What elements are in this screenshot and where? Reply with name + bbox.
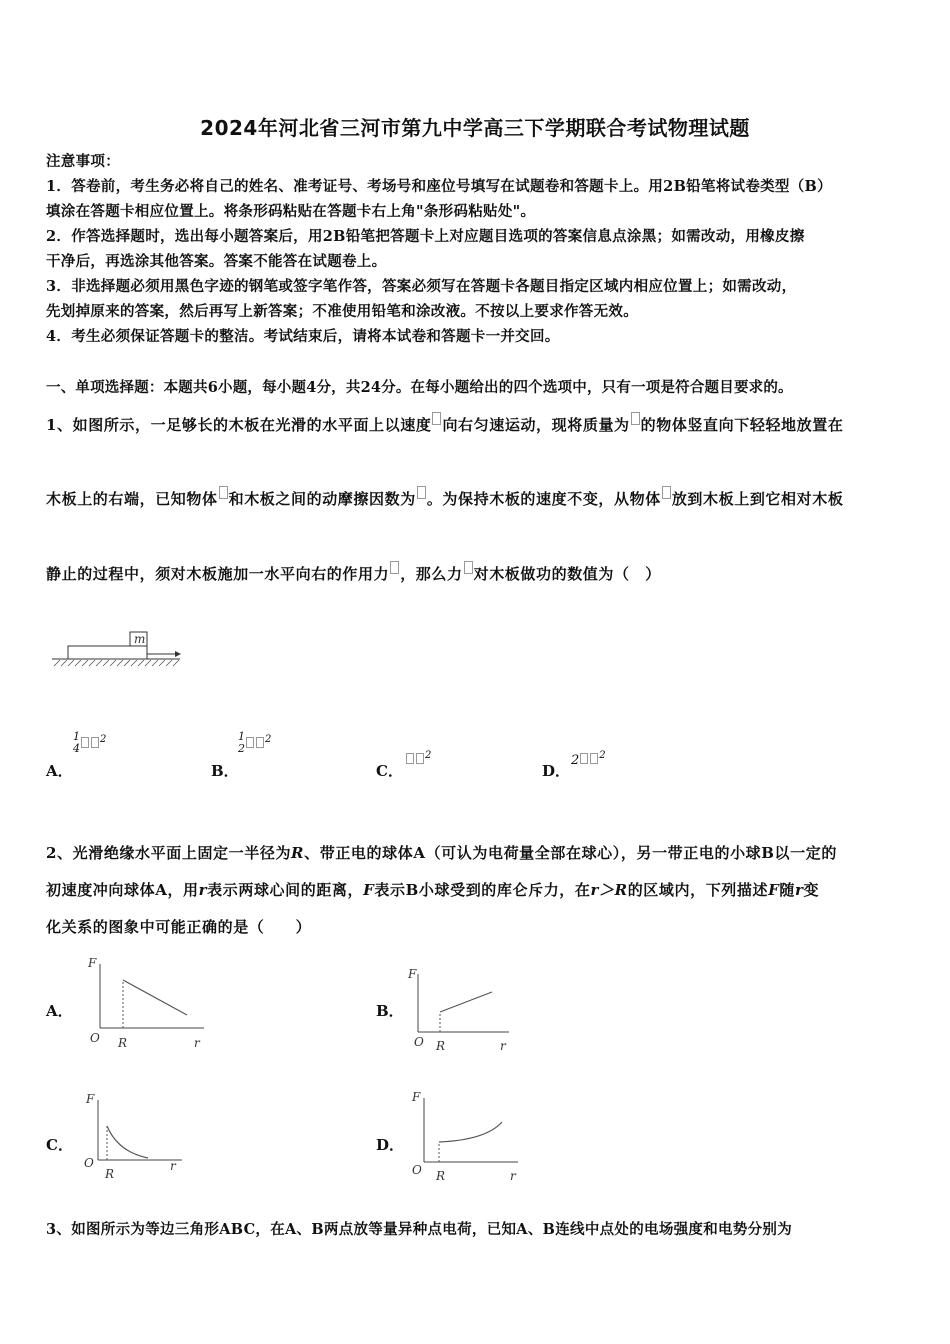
q2-graph-b bbox=[404, 962, 514, 1054]
q2-option-d[interactable]: D． bbox=[376, 1136, 405, 1154]
notice-line: 干净后，再选涂其他答案。答案不能答在试题卷上。 bbox=[46, 253, 387, 270]
notice-line: 先划掉原来的答案，然后再写上新答案；不准使用铅笔和涂改液。不按以上要求作答无效。 bbox=[46, 303, 638, 320]
q1-option-c-formula: 2 bbox=[405, 749, 431, 768]
q2-line2: 初速度冲向球体A，用r表示两球心间的距离，F表示B小球受到的库仑斥力，在r＞R的区域内，下列描述F随r变 bbox=[46, 881, 820, 899]
q1-option-b-formula: 1 2 $^2$ bbox=[238, 730, 272, 755]
svg-text:O: O bbox=[414, 1035, 424, 1049]
svg-text:R: R bbox=[118, 1036, 128, 1050]
notice-heading: 注意事项： bbox=[46, 153, 120, 170]
q2-graph-d bbox=[406, 1084, 526, 1184]
q1-board-diagram bbox=[50, 628, 185, 674]
svg-text:r: r bbox=[194, 1036, 200, 1050]
svg-text:F: F bbox=[86, 1092, 95, 1106]
q2-graph-a bbox=[82, 950, 212, 1052]
q2-graph-c bbox=[80, 1086, 190, 1182]
missing-formula-icon bbox=[662, 486, 671, 499]
q2-option-a[interactable]: A． bbox=[46, 1002, 73, 1020]
q2-option-b[interactable]: B． bbox=[376, 1002, 404, 1020]
section-heading: 一、单项选择题：本题共6小题，每小题4分，共24分。在每小题给出的四个选项中，只有一项是符合题目要求的。 bbox=[46, 379, 793, 396]
missing-formula-icon bbox=[390, 561, 399, 574]
q1-line2: 木板上的右端，已知物体 和木板之间的动摩擦因数为 。为保持木板的速度不变，从物体 放到木板上到它相对木板 bbox=[46, 488, 843, 509]
notice-line: 4．考生必须保证答题卡的整洁。考试结束后，请将本试卷和答题卡一并交回。 bbox=[46, 328, 560, 345]
notice-line: 1．答卷前，考生务必将自己的姓名、准考证号、考场号和座位号填写在试题卷和答题卡上。用2B铅笔将试卷类型（B） bbox=[46, 178, 832, 195]
svg-text:r: r bbox=[170, 1159, 176, 1173]
svg-text:R: R bbox=[436, 1039, 446, 1053]
q1-option-d-formula: 2 $^2$ bbox=[571, 750, 606, 768]
q2-option-c[interactable]: C． bbox=[46, 1136, 73, 1154]
svg-text:O: O bbox=[84, 1156, 94, 1170]
q1-line1: 1、如图所示，一足够长的木板在光滑的水平面上以速度 向右匀速运动，现将质量为 的物体竖直向下轻轻地放置在 bbox=[46, 414, 843, 435]
svg-text:O: O bbox=[90, 1031, 100, 1045]
notice-line: 3．非选择题必须用黑色字迹的钢笔或签字笔作答，答案必须写在答题卡各题目指定区域内相应位置上；如需改动， bbox=[46, 278, 797, 295]
q1-option-d[interactable]: D． bbox=[542, 762, 571, 780]
svg-text:F: F bbox=[88, 956, 97, 970]
missing-formula-icon bbox=[432, 412, 441, 425]
missing-formula-icon bbox=[417, 486, 426, 499]
page-title: 2024年河北省三河市第九中学高三下学期联合考试物理试题 bbox=[200, 116, 750, 140]
notice-line: 2．作答选择题时，选出每小题答案后，用2B铅笔把答题卡上对应题目选项的答案信息点涂黑；如需改动，用橡皮擦 bbox=[46, 228, 805, 245]
svg-text:R: R bbox=[436, 1169, 446, 1183]
svg-text:R: R bbox=[105, 1167, 115, 1181]
missing-formula-icon bbox=[464, 561, 473, 574]
q1-option-c[interactable]: C． bbox=[376, 762, 403, 780]
q1-option-b[interactable]: B． bbox=[211, 762, 239, 780]
q1-option-a-formula: 1 4 $^2$ bbox=[73, 730, 107, 755]
svg-text:r: r bbox=[510, 1169, 516, 1183]
svg-text:r: r bbox=[500, 1039, 506, 1053]
q1-option-a[interactable]: A． bbox=[46, 762, 73, 780]
q1-line3: 静止的过程中，须对木板施加一水平向右的作用力 ，那么力 对木板做功的数值为（ ） bbox=[46, 563, 661, 584]
missing-formula-icon bbox=[631, 412, 640, 425]
svg-text:F: F bbox=[408, 967, 417, 981]
block-label: m bbox=[134, 632, 146, 646]
svg-text:F: F bbox=[412, 1090, 421, 1104]
q3-line1: 3、如图所示为等边三角形ABC，在A、B两点放等量异种点电荷，已知A、B连线中点处的电场强度和电势分别为 bbox=[46, 1221, 793, 1238]
q2-line3: 化关系的图象中可能正确的是（ ） bbox=[46, 918, 312, 936]
q2-line1: 2、光滑绝缘水平面上固定一半径为R、带正电的球体A（可认为电荷量全部在球心），另一带正电的小球B以一定的 bbox=[46, 844, 837, 862]
notice-line: 填涂在答题卡相应位置上。将条形码粘贴在答题卡右上角"条形码粘贴处"。 bbox=[46, 203, 536, 220]
svg-text:O: O bbox=[412, 1163, 422, 1177]
missing-formula-icon bbox=[219, 486, 228, 499]
